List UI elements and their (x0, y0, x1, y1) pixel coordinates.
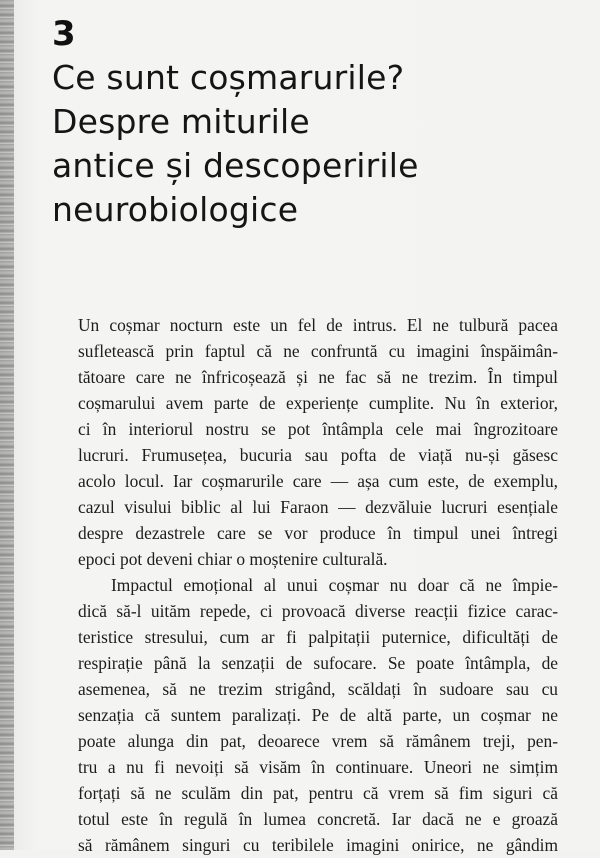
text-line: ci în interiorul nostru se pot întâmpla cele mai îngrozitoare (78, 419, 558, 439)
text-line: Impactul emoțional al unui coșmar nu doar că ne împie- (111, 575, 558, 595)
chapter-number: 3 (52, 14, 76, 54)
text-line: asemenea, să ne trezim strigând, scăldați în sudoare sau cu (78, 679, 558, 699)
text-line: Un coșmar nocturn este un fel de intrus. El ne tulbură pacea (78, 315, 558, 335)
text-line: epoci pot deveni chiar o moștenire culturală. (78, 549, 388, 569)
text-line: forțați să ne sculăm din pat, pentru că vrem să fim siguri că (78, 783, 558, 803)
text-line: sufletească prin faptul că ne confruntă cu imagini înspăimân- (78, 341, 558, 361)
text-line: respirație până la senzații de sufocare. Se poate întâmpla, de (78, 653, 558, 673)
chapter-title-line: Despre miturile (52, 102, 310, 141)
text-line: să rămânem singuri cu teribilele imagini onirice, ne gândim (78, 835, 558, 855)
text-line: dică să-l uităm repede, ci provoacă diverse reacții fizice carac- (78, 601, 558, 621)
chapter-body (78, 312, 558, 858)
text-line: poate alunga din pat, deoarece vrem să rămânem treji, pen- (78, 731, 558, 751)
chapter-title-line: neurobiologice (52, 190, 299, 229)
text-line: despre dezastrele care se vor produce în timpul unei întregi (78, 523, 558, 543)
text-line: cazul visului biblic al lui Faraon — dezvăluie lucruri esențiale (78, 497, 558, 517)
paragraph-2 (78, 572, 558, 858)
text-line: totul este în regulă în lumea concretă. Iar dacă ne e groază (78, 809, 558, 829)
chapter-title (52, 56, 572, 232)
text-line: tătoare care ne înfricoșează și ne fac să ne trezim. În timpul (78, 367, 558, 387)
text-line: lucruri. Frumusețea, bucuria sau pofta de viață nu-și găsesc (78, 445, 558, 465)
chapter-title-line: antice și descoperirile (52, 146, 419, 185)
chapter-title-line: Ce sunt coșmarurile? (52, 58, 405, 97)
paragraph-1 (78, 312, 558, 572)
book-spine-edge (0, 0, 14, 850)
text-line: tru a nu fi nevoiți să visăm în continuare. Uneori ne simțim (78, 757, 558, 777)
text-line: teristice stresului, cum ar fi palpitații puternice, dificultăți de (78, 627, 558, 647)
text-line: senzația că suntem paralizați. Pe de altă parte, un coșmar ne (78, 705, 558, 725)
text-line: acolo locul. Iar coșmarurile care — așa cum este, de exemplu, (78, 471, 558, 491)
text-line: coșmarului avem parte de experiențe cumplite. Nu în exterior, (78, 393, 558, 413)
